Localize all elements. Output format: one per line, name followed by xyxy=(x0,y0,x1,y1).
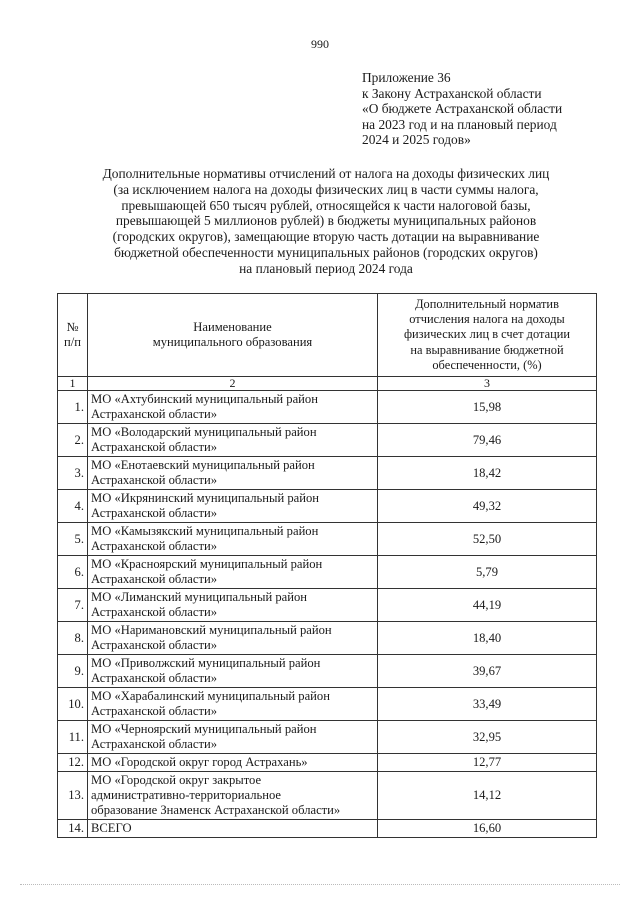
norm-value: 49,32 xyxy=(378,490,597,523)
column-number: 1 xyxy=(58,377,88,391)
norms-table xyxy=(57,293,597,838)
table-row xyxy=(58,754,597,772)
table-row xyxy=(58,772,597,820)
norm-value: 18,42 xyxy=(378,457,597,490)
norm-value: 52,50 xyxy=(378,523,597,556)
municipality-name-line: Астраханской области» xyxy=(91,605,218,619)
title-line: бюджетной обеспеченности муниципальных районов (городских округов) xyxy=(114,244,538,260)
row-number: 9. xyxy=(58,655,88,688)
document-title xyxy=(60,166,592,277)
table-row xyxy=(58,655,597,688)
norm-value: 39,67 xyxy=(378,655,597,688)
municipality-name-line: МО «Красноярский муниципальный район xyxy=(91,557,323,571)
municipality-name xyxy=(88,457,378,490)
municipality-name-line: административно-территориальное xyxy=(91,788,282,802)
municipality-name-line: МО «Икрянинский муниципальный район xyxy=(91,491,320,505)
row-number: 10. xyxy=(58,688,88,721)
table-row xyxy=(58,490,597,523)
municipality-name-line: Астраханской области» xyxy=(91,539,218,553)
municipality-name-line: Астраханской области» xyxy=(91,473,218,487)
municipality-name-line: Астраханской области» xyxy=(91,638,218,652)
municipality-name-line: Астраханской области» xyxy=(91,440,218,454)
table-row xyxy=(58,589,597,622)
norm-value: 44,19 xyxy=(378,589,597,622)
municipality-name-line: МО «Черноярский муниципальный район xyxy=(91,722,317,736)
row-number: 11. xyxy=(58,721,88,754)
title-line: превышающей 650 тысяч рублей, относящейся к части налоговой базы, xyxy=(121,197,531,213)
norm-value: 33,49 xyxy=(378,688,597,721)
municipality-name xyxy=(88,589,378,622)
header-name: Наименование муниципального образования xyxy=(88,294,378,377)
municipality-name-line: МО «Енотаевский муниципальный район xyxy=(91,458,315,472)
municipality-name xyxy=(88,754,378,772)
municipality-name xyxy=(88,490,378,523)
row-number: 6. xyxy=(58,556,88,589)
norm-value: 18,40 xyxy=(378,622,597,655)
municipality-name xyxy=(88,391,378,424)
table-row xyxy=(58,556,597,589)
municipality-name xyxy=(88,622,378,655)
municipality-name-line: МО «Харабалинский муниципальный район xyxy=(91,689,330,703)
municipality-name-line: МО «Городской округ закрытое xyxy=(91,773,262,787)
title-line: Дополнительные нормативы отчислений от налога на доходы физических лиц xyxy=(102,166,550,181)
municipality-name-line: МО «Наримановский муниципальный район xyxy=(91,623,332,637)
row-number: 3. xyxy=(58,457,88,490)
municipality-name xyxy=(88,772,378,820)
norm-value: 5,79 xyxy=(378,556,597,589)
norm-value: 32,95 xyxy=(378,721,597,754)
column-number: 3 xyxy=(378,377,597,391)
municipality-name-line: ВСЕГО xyxy=(91,821,132,835)
appendix-line: к Закону Астраханской области xyxy=(362,85,542,101)
municipality-name xyxy=(88,820,378,838)
page-number: 990 xyxy=(311,37,329,51)
norm-value: 15,98 xyxy=(378,391,597,424)
title-line: (за исключением налога на доходы физических лиц в части суммы налога, xyxy=(113,181,539,197)
scan-artifact-line xyxy=(20,884,620,887)
table-row xyxy=(58,457,597,490)
table-row xyxy=(58,523,597,556)
row-number: 14. xyxy=(58,820,88,838)
row-number: 7. xyxy=(58,589,88,622)
municipality-name-line: Астраханской области» xyxy=(91,572,218,586)
table-row xyxy=(58,820,597,838)
appendix-reference xyxy=(362,70,622,148)
norm-value: 14,12 xyxy=(378,772,597,820)
municipality-name-line: МО «Городской округ город Астрахань» xyxy=(91,755,308,769)
municipality-name xyxy=(88,523,378,556)
row-number: 8. xyxy=(58,622,88,655)
appendix-line: Приложение 36 xyxy=(362,70,451,85)
column-number: 2 xyxy=(88,377,378,391)
row-number: 5. xyxy=(58,523,88,556)
table-row xyxy=(58,424,597,457)
norm-value: 12,77 xyxy=(378,754,597,772)
norm-value: 16,60 xyxy=(378,820,597,838)
row-number: 1. xyxy=(58,391,88,424)
column-number-row xyxy=(58,377,597,391)
municipality-name-line: Астраханской области» xyxy=(91,506,218,520)
table-header-row xyxy=(58,294,597,377)
municipality-name-line: МО «Ахтубинский муниципальный район xyxy=(91,392,318,406)
municipality-name xyxy=(88,688,378,721)
table-row xyxy=(58,688,597,721)
row-number: 13. xyxy=(58,772,88,820)
municipality-name-line: МО «Приволжский муниципальный район xyxy=(91,656,321,670)
row-number: 2. xyxy=(58,424,88,457)
table-row xyxy=(58,391,597,424)
appendix-line: на 2023 год и на плановый период xyxy=(362,116,557,132)
title-line: (городских округов), замещающие вторую часть дотации на выравнивание xyxy=(112,229,540,245)
title-line: на плановый период 2024 года xyxy=(239,260,413,276)
row-number: 12. xyxy=(58,754,88,772)
municipality-name-line: Астраханской области» xyxy=(91,407,218,421)
table-row xyxy=(58,721,597,754)
appendix-line: 2024 и 2025 годов» xyxy=(362,132,471,148)
table-row xyxy=(58,622,597,655)
header-value: Дополнительный норматив отчисления налога на доходы физических лиц в счет дотации на выравнивание бюджетной обеспеченности, (%) xyxy=(378,294,597,377)
municipality-name-line: МО «Лиманский муниципальный район xyxy=(91,590,308,604)
municipality-name-line: Астраханской области» xyxy=(91,704,218,718)
municipality-name-line: МО «Володарский муниципальный район xyxy=(91,425,317,439)
municipality-name xyxy=(88,424,378,457)
municipality-name-line: Астраханской области» xyxy=(91,737,218,751)
header-num: № п/п xyxy=(58,294,88,377)
norm-value: 79,46 xyxy=(378,424,597,457)
municipality-name-line: МО «Камызякский муниципальный район xyxy=(91,524,319,538)
municipality-name-line: образование Знаменск Астраханской области» xyxy=(91,803,341,817)
title-line: превышающей 5 миллионов рублей) в бюджеты муниципальных районов xyxy=(115,213,537,229)
municipality-name xyxy=(88,721,378,754)
municipality-name-line: Астраханской области» xyxy=(91,671,218,685)
municipality-name xyxy=(88,655,378,688)
row-number: 4. xyxy=(58,490,88,523)
municipality-name xyxy=(88,556,378,589)
appendix-line: «О бюджете Астраханской области xyxy=(362,101,563,117)
